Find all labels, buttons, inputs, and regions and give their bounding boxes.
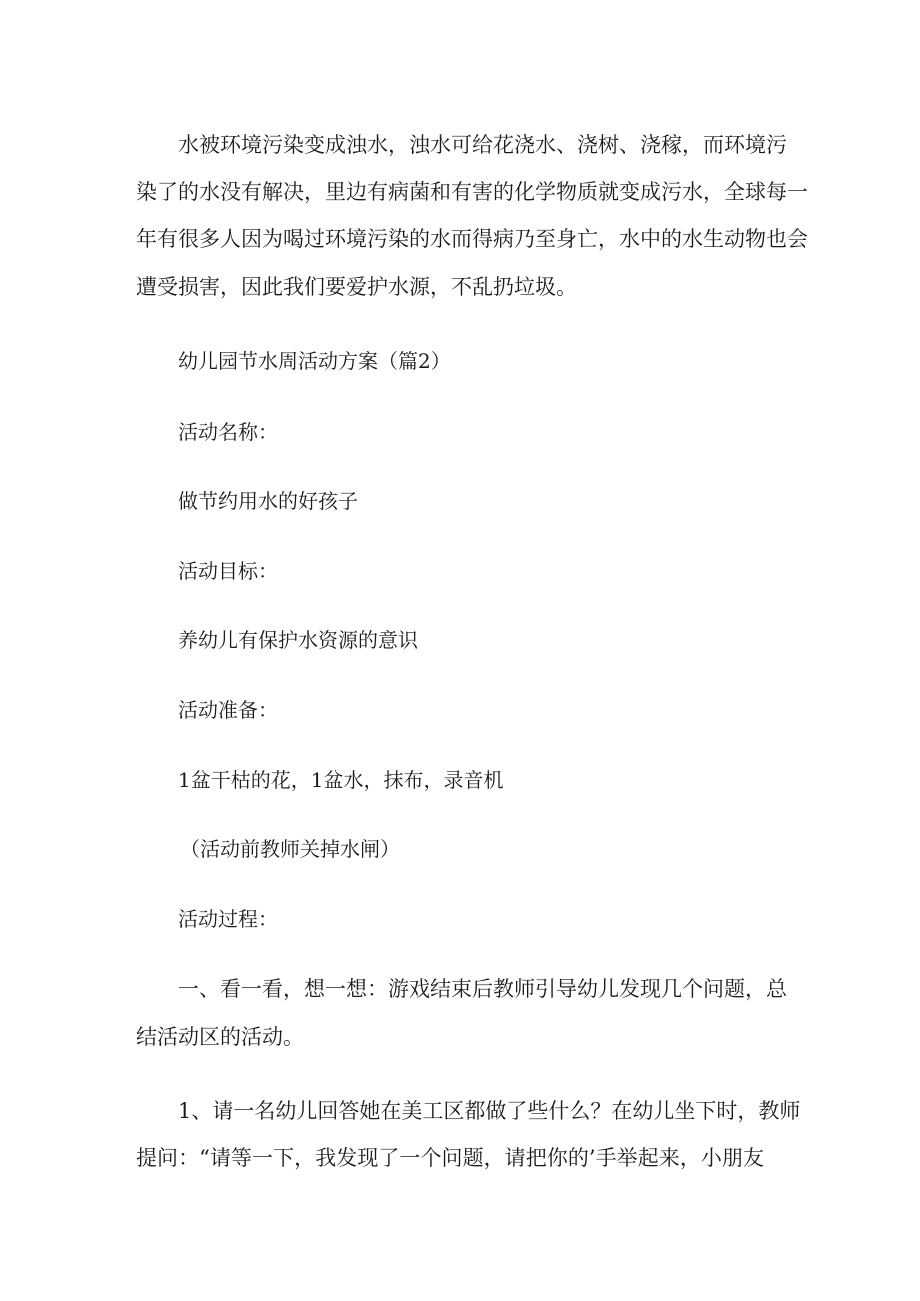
- paragraph-line: 一、看一看，想一想：游戏结束后教师引导幼儿发现几个问题，总: [178, 977, 787, 1001]
- section-heading: 幼儿园节水周活动方案（篇2）: [178, 349, 451, 373]
- activity-goal-label: 活动目标：: [178, 559, 278, 583]
- paragraph-line: 年有很多人因为喝过环境污染的水而得病乃至身亡，水中的水生动物也会: [136, 227, 808, 251]
- activity-process-label: 活动过程：: [178, 907, 278, 931]
- paragraph-line: 结活动区的活动。: [136, 1025, 304, 1049]
- activity-goal: 养幼儿有保护水资源的意识: [178, 628, 418, 652]
- activity-prep-note: （活动前教师关掉水闸）: [180, 837, 400, 861]
- activity-name: 做节约用水的好孩子: [178, 489, 358, 513]
- paragraph-line: 1、请一名幼儿回答她在美工区都做了些什么？在幼儿坐下时，教师: [178, 1099, 801, 1123]
- activity-name-label: 活动名称：: [178, 420, 278, 444]
- paragraph-line: 水被环境污染变成浊水，浊水可给花浇水、浇树、浇稼，而环境污: [178, 133, 787, 157]
- paragraph-line: 遭受损害，因此我们要爱护水源，不乱扔垃圾。: [136, 275, 577, 299]
- activity-prep: 1盆干枯的花，1盆水，抹布，录音机: [178, 768, 504, 792]
- activity-prep-label: 活动准备：: [178, 698, 278, 722]
- paragraph-line: 提问：“请等一下，我发现了一个问题，请把你的’手举起来，小朋友: [136, 1146, 764, 1170]
- paragraph-line: 染了的水没有解决，里边有病菌和有害的化学物质就变成污水，全球每一: [136, 180, 808, 204]
